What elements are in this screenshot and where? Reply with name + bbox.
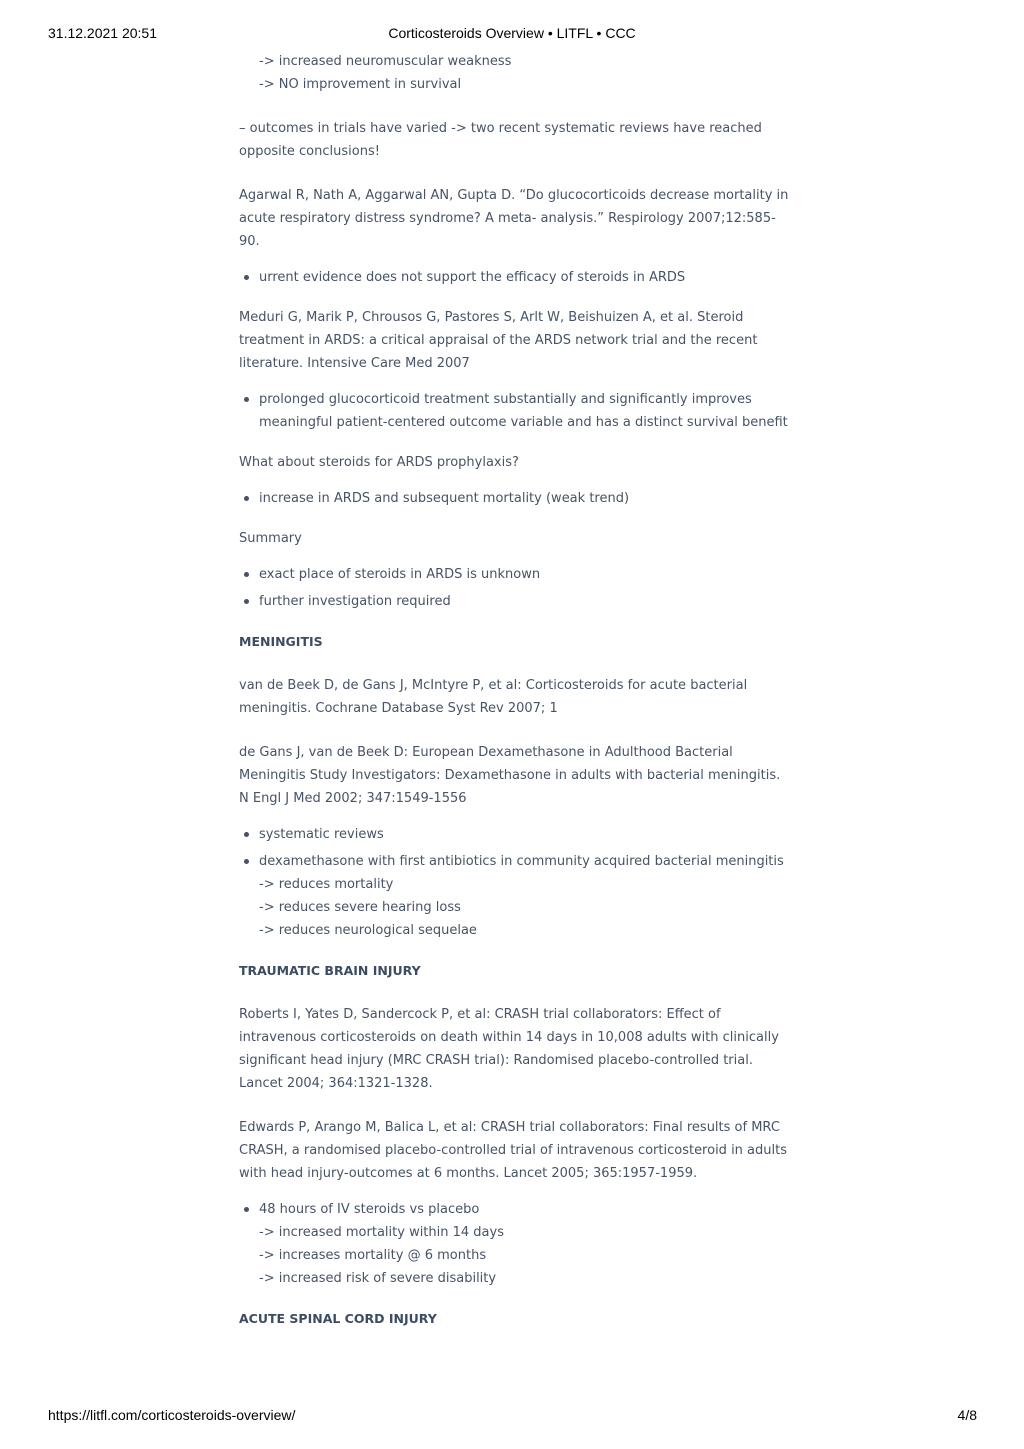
reference-roberts: Roberts I, Yates D, Sandercock P, et al: CRASH trial collaborators: Effect of intravenous corticosteroids on death within 14 days in 10,008 adults with clinically significant head injury (MRC CRASH trial): Randomised placebo-controlled trial. Lancet 2004; 364:1321-1328. bbox=[239, 1007, 779, 1091]
prophylaxis-question: What about steroids for ARDS prophylaxis? bbox=[239, 455, 519, 470]
print-datetime: 31.12.2021 20:51 bbox=[48, 25, 157, 41]
meduri-bullet-list bbox=[239, 388, 789, 434]
print-url: https://litfl.com/corticosteroids-overview/ bbox=[48, 1407, 296, 1423]
carryover-line: -> increased neuromuscular weakness bbox=[259, 54, 512, 69]
reference-meduri: Meduri G, Marik P, Chrousos G, Pastores S, Arlt W, Beishuizen A, et al. Steroid treatment in ARDS: a critical appraisal of the ARDS network trial and the recent literature. Intensive Care Med 2007 bbox=[239, 310, 758, 371]
print-page-number: 4/8 bbox=[957, 1407, 977, 1423]
section-heading-meningitis: MENINGITIS bbox=[239, 634, 323, 649]
tbi-bullet-list bbox=[239, 1198, 789, 1290]
reference-van-de-beek: van de Beek D, de Gans J, McIntyre P, et al: Corticosteroids for acute bacterial meningitis. Cochrane Database Syst Rev 2007; 1 bbox=[239, 678, 748, 716]
list-item: exact place of steroids in ARDS is unknown bbox=[239, 563, 789, 586]
ards-carryover-lines bbox=[239, 50, 789, 96]
list-item: prolonged glucocorticoid treatment substantially and significantly improves meaningful patient-centered outcome variable and has a distinct survival benefit bbox=[239, 388, 789, 434]
list-item: urrent evidence does not support the efficacy of steroids in ARDS bbox=[239, 266, 789, 289]
arrow-line: -> increased risk of severe disability bbox=[259, 1271, 497, 1286]
summary-bullet-list bbox=[239, 563, 789, 613]
reference-de-gans: de Gans J, van de Beek D: European Dexamethasone in Adulthood Bacterial Meningitis Study Investigators: Dexamethasone in adults with bacterial meningitis. N Engl J Med 2002; 347:1549-1556 bbox=[239, 745, 781, 806]
prophylaxis-bullet-list bbox=[239, 487, 789, 510]
section-heading-spinal: ACUTE SPINAL CORD INJURY bbox=[239, 1311, 437, 1326]
arrow-line: -> increases mortality @ 6 months bbox=[259, 1248, 487, 1263]
article-body bbox=[239, 50, 789, 1330]
summary-label: Summary bbox=[239, 531, 302, 546]
agarwal-bullet-list bbox=[239, 266, 789, 289]
reference-edwards: Edwards P, Arango M, Balica L, et al: CRASH trial collaborators: Final results of MRC CRASH, a randomised placebo-controlled trial of intravenous corticosteroid in adults with head injury-outcomes at 6 months. Lancet 2005; 365:1957-1959. bbox=[239, 1120, 787, 1181]
list-item bbox=[239, 1198, 789, 1290]
bullet-text: dexamethasone with first antibiotics in community acquired bacterial meningitis bbox=[259, 854, 784, 869]
list-item: systematic reviews bbox=[239, 823, 789, 846]
list-item bbox=[239, 850, 789, 942]
list-item: further investigation required bbox=[239, 590, 789, 613]
meningitis-bullet-list bbox=[239, 823, 789, 942]
arrow-line: -> reduces severe hearing loss bbox=[259, 900, 461, 915]
ards-outcomes-note: – outcomes in trials have varied -> two recent systematic reviews have reached opposite conclusions! bbox=[239, 121, 762, 159]
reference-agarwal: Agarwal R, Nath A, Aggarwal AN, Gupta D. “Do glucocorticoids decrease mortality in acute respiratory distress syndrome? A meta- analysis.” Respirology 2007;12:585-90. bbox=[239, 188, 789, 249]
bullet-text: 48 hours of IV steroids vs placebo bbox=[259, 1202, 480, 1217]
section-heading-tbi: TRAUMATIC BRAIN INJURY bbox=[239, 963, 421, 978]
arrow-line: -> reduces mortality bbox=[259, 877, 394, 892]
carryover-line: -> NO improvement in survival bbox=[259, 77, 462, 92]
arrow-line: -> increased mortality within 14 days bbox=[259, 1225, 504, 1240]
list-item: increase in ARDS and subsequent mortality (weak trend) bbox=[239, 487, 789, 510]
arrow-line: -> reduces neurological sequelae bbox=[259, 923, 477, 938]
print-page-title: Corticosteroids Overview • LITFL • CCC bbox=[388, 25, 636, 41]
